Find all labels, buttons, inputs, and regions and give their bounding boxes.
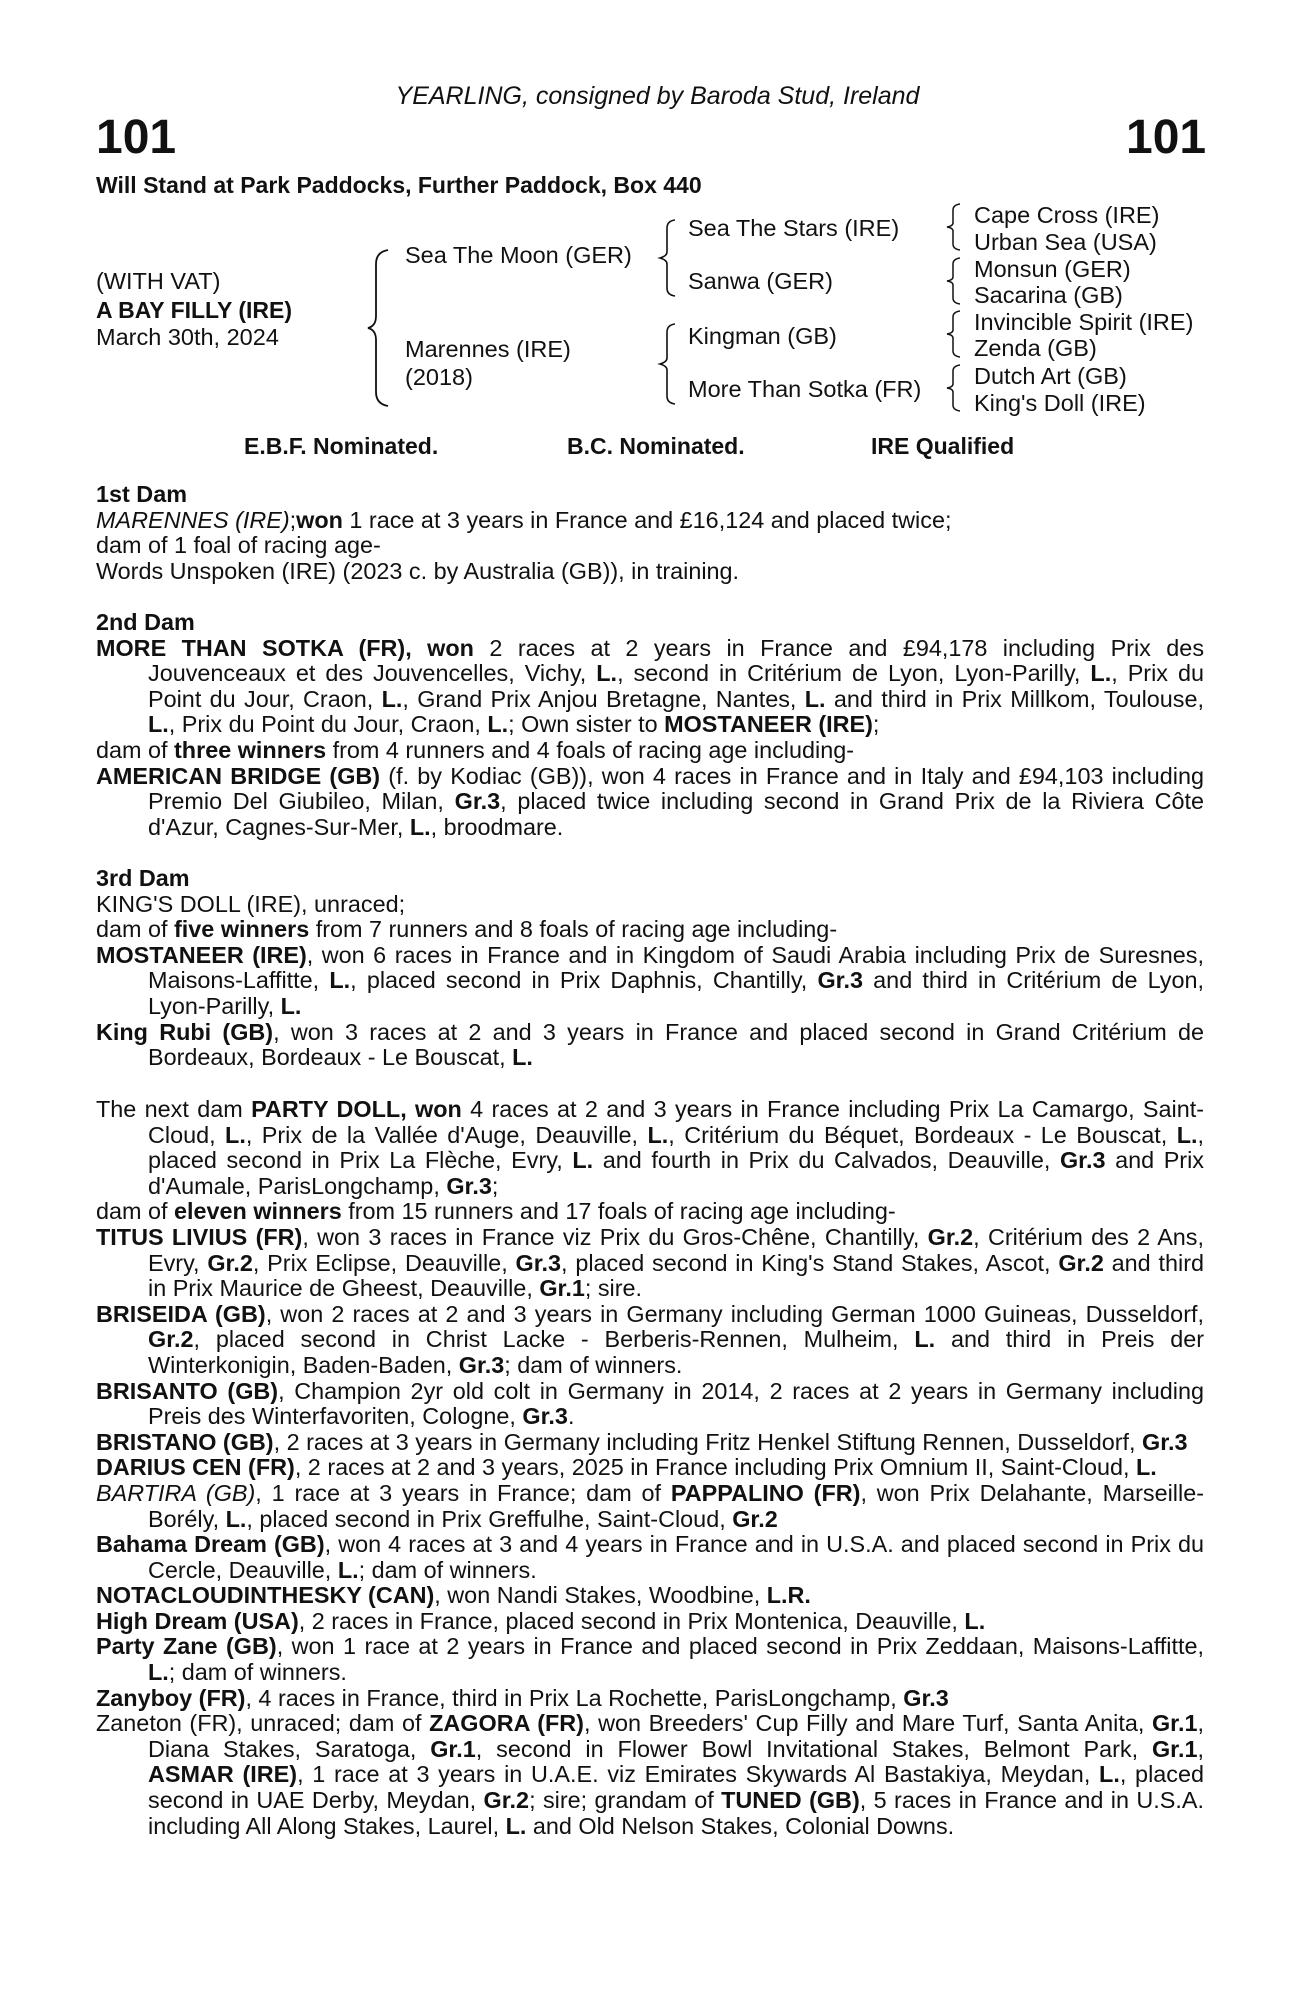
vat-label: (WITH VAT) (96, 268, 221, 294)
won-label: won (296, 506, 343, 533)
first-dam-section (96, 482, 1204, 584)
great-grandparent-7: Dutch Art (GB) (974, 363, 1127, 389)
brace-gg1 (944, 202, 964, 252)
third-dam-produce-line: dam of five winners from 7 runners and 8 foals of racing age including- (96, 916, 838, 943)
progeny-bristano: BRISTANO (GB), 2 races at 3 years in Germany including Fritz Henkel Stiftung Rennen, Dusseldorf, Gr.3 (96, 1428, 1188, 1455)
progeny-briseida: BRISEIDA (GB), won 2 races at 2 and 3 years in Germany including German 1000 Guineas, Dusseldorf, Gr.2, placed second in Christ Lacke - Berberis-Rennen, Mulheim, L. and third in Preis der Winterkonigin, Baden-Baden, Gr.3; dam of winners. (96, 1300, 1205, 1378)
second-dam-record: MORE THAN SOTKA (FR), won 2 races at 2 years in France and £94,178 including Prix des Jouvenceaux et des Jouvencelles, Vichy, L., second in Critérium de Lyon, Lyon-Parilly, L., Prix du Point du Jour, Craon, L., Grand Prix Anjou Bretagne, Nantes, L. and third in Prix Millkom, Toulouse, L., Prix du Point du Jour, Craon, L.; Own sister to MOSTANEER (IRE); (96, 634, 1205, 738)
sire-name: Sea The Moon (GER) (405, 242, 632, 268)
progeny-bahama-dream: Bahama Dream (GB), won 4 races at 3 and 4 years in France and in U.S.A. and placed second in Prix du Cercle, Deauville, L.; dam of winners. (96, 1531, 1204, 1583)
second-dam-name: MORE THAN SOTKA (FR) (96, 634, 406, 661)
foaling-date: March 30th, 2024 (96, 324, 279, 350)
bc-nomination: B.C. Nominated. (567, 433, 745, 459)
dam-year: (2018) (405, 364, 473, 390)
first-dam-produce-line: dam of 1 foal of racing age- (96, 532, 381, 559)
progeny-titus-livius: TITUS LIVIUS (FR), won 3 races in France viz Prix du Gros-Chêne, Chantilly, Gr.2, Critérium des 2 Ans, Evry, Gr.2, Prix Eclipse, Deauville, Gr.3, placed second in King's Stand Stakes, Ascot, Gr.2 and third in Prix Maurice de Gheest, Deauville, Gr.1; sire. (96, 1223, 1204, 1302)
great-grandparent-6: Zenda (GB) (974, 335, 1097, 361)
grandsire-1: Sea The Stars (IRE) (688, 215, 900, 241)
progeny-mostaneer: MOSTANEER (IRE), won 6 races in France and in Kingdom of Saudi Arabia including Prix de Suresnes, Maisons-Laffitte, L., placed second in Prix Daphnis, Chantilly, Gr.3 and third in Critérium de Lyon, Lyon-Parilly, L. (96, 941, 1204, 1019)
next-dam-produce-line: dam of eleven winners from 15 runners and 17 foals of racing age including- (96, 1198, 896, 1225)
dam-name: Marennes (IRE) (405, 336, 571, 362)
progeny-party-zane: Party Zane (GB), won 1 race at 2 years in France and placed second in Prix Zeddaan, Maisons-Laffitte, L.; dam of winners. (96, 1633, 1204, 1686)
progeny-zanyboy: Zanyboy (FR), 4 races in France, third in Prix La Rochette, ParisLongchamp, Gr.3 (96, 1684, 949, 1711)
third-dam-record: KING'S DOLL (IRE), unraced; (96, 890, 406, 917)
progeny-american-bridge: AMERICAN BRIDGE (GB) (f. by Kodiac (GB)), won 4 races in France and in Italy and £94,103 including Premio Del Giubileo, Milan, Gr.3, placed twice including second in Grand Prix de la Riviera Côte d'Azur, Cagnes-Sur-Mer, L., broodmare. (96, 762, 1204, 840)
grandsire-2: Kingman (GB) (688, 323, 837, 349)
next-dam-section (96, 1097, 1204, 1839)
progeny-zaneton: Zaneton (FR), unraced; dam of ZAGORA (FR), won Breeders' Cup Filly and Mare Turf, Santa Anita, Gr.1, Diana Stakes, Saratoga, Gr.1, second in Flower Bowl Invitational Stakes, Belmont Park, Gr.1, ASMAR (IRE), 1 race at 3 years in U.A.E. viz Emirates Skywards Al Bastakiya, Meydan, L., placed second in UAE Derby, Meydan, Gr.2; sire; grandam of TUNED (GB), 5 races in France and in U.S.A. including All Along Stakes, Laurel, L. and Old Nelson Stakes, Colonial Downs. (96, 1710, 1204, 1839)
progeny-notacloudinthesky: NOTACLOUDINTHESKY (CAN), won Nandi Stakes, Woodbine, L.R. (96, 1582, 811, 1609)
third-dam-section (96, 866, 1204, 1071)
third-dam-heading: 3rd Dam (96, 865, 190, 891)
progeny-bartira: BARTIRA (GB), 1 race at 3 years in France; dam of PAPPALINO (FR), won Prix Delahante, Marseille-Borély, L., placed second in Prix Greffulhe, Saint-Cloud, Gr.2 (96, 1479, 1204, 1532)
second-dam-heading: 2nd Dam (96, 609, 195, 635)
progeny-king-rubi: King Rubi (GB), won 3 races at 2 and 3 years in France and placed second in Grand Critérium de Bordeaux, Bordeaux - Le Bouscat, L. (96, 1018, 1204, 1071)
next-dam-record: The next dam PARTY DOLL, won 4 races at 2 and 3 years in France including Prix La Camargo, Saint-Cloud, L., Prix de la Vallée d'Auge, Deauville, L., Critérium du Béquet, Bordeaux - Le Bouscat, L., placed second in Prix La Flèche, Evry, L. and fourth in Prix du Calvados, Deauville, Gr.3 and Prix d'Aumale, ParisLongchamp, Gr.3; (96, 1096, 1205, 1199)
brace-gg3 (944, 309, 964, 359)
first-dam-name: MARENNES (IRE) (96, 506, 290, 533)
horse-name: A BAY FILLY (IRE) (96, 297, 292, 323)
brace-dam (657, 322, 679, 406)
consignment-line: YEARLING, consigned by Baroda Stud, Ireland (395, 82, 920, 110)
stand-location: Will Stand at Park Paddocks, Further Paddock, Box 440 (96, 172, 702, 198)
granddam-2: More Than Sotka (FR) (688, 376, 922, 402)
brace-gg2 (944, 256, 964, 306)
progeny-darius-cen: DARIUS CEN (FR), 2 races at 2 and 3 years, 2025 in France including Prix Omnium II, Saint-Cloud, L. (96, 1454, 1157, 1481)
brace-sire (657, 218, 679, 298)
progeny-high-dream: High Dream (USA), 2 races in France, placed second in Prix Montenica, Deauville, L. (96, 1607, 986, 1634)
great-grandparent-2: Urban Sea (USA) (974, 229, 1157, 255)
lot-number-left: 101 (96, 111, 177, 164)
second-dam-section (96, 610, 1204, 840)
great-grandparent-5: Invincible Spirit (IRE) (974, 309, 1194, 335)
great-grandparent-8: King's Doll (IRE) (974, 390, 1146, 416)
brace-gg4 (944, 363, 964, 413)
first-dam-foal: Words Unspoken (IRE) (2023 c. by Australia (GB)), in training. (96, 557, 740, 584)
second-dam-produce-line: dam of three winners from 4 runners and 4 foals of racing age including- (96, 736, 854, 763)
first-dam-heading: 1st Dam (96, 481, 188, 507)
ebf-nomination: E.B.F. Nominated. (244, 433, 439, 459)
first-dam-record: MARENNES (IRE);won 1 race at 3 years in France and £16,124 and placed twice; (96, 506, 952, 533)
granddam-1: Sanwa (GER) (688, 268, 833, 294)
great-grandparent-3: Monsun (GER) (974, 256, 1131, 282)
ire-qualified: IRE Qualified (871, 433, 1015, 459)
lot-number-right: 101 (1126, 111, 1207, 164)
great-grandparent-4: Sacarina (GB) (974, 282, 1123, 308)
brace-main (366, 248, 396, 408)
great-grandparent-1: Cape Cross (IRE) (974, 202, 1160, 228)
progeny-brisanto: BRISANTO (GB), Champion 2yr old colt in Germany in 2014, 2 races at 2 years in Germany including Preis des Winterfavoriten, Cologne, Gr.3. (96, 1377, 1204, 1430)
